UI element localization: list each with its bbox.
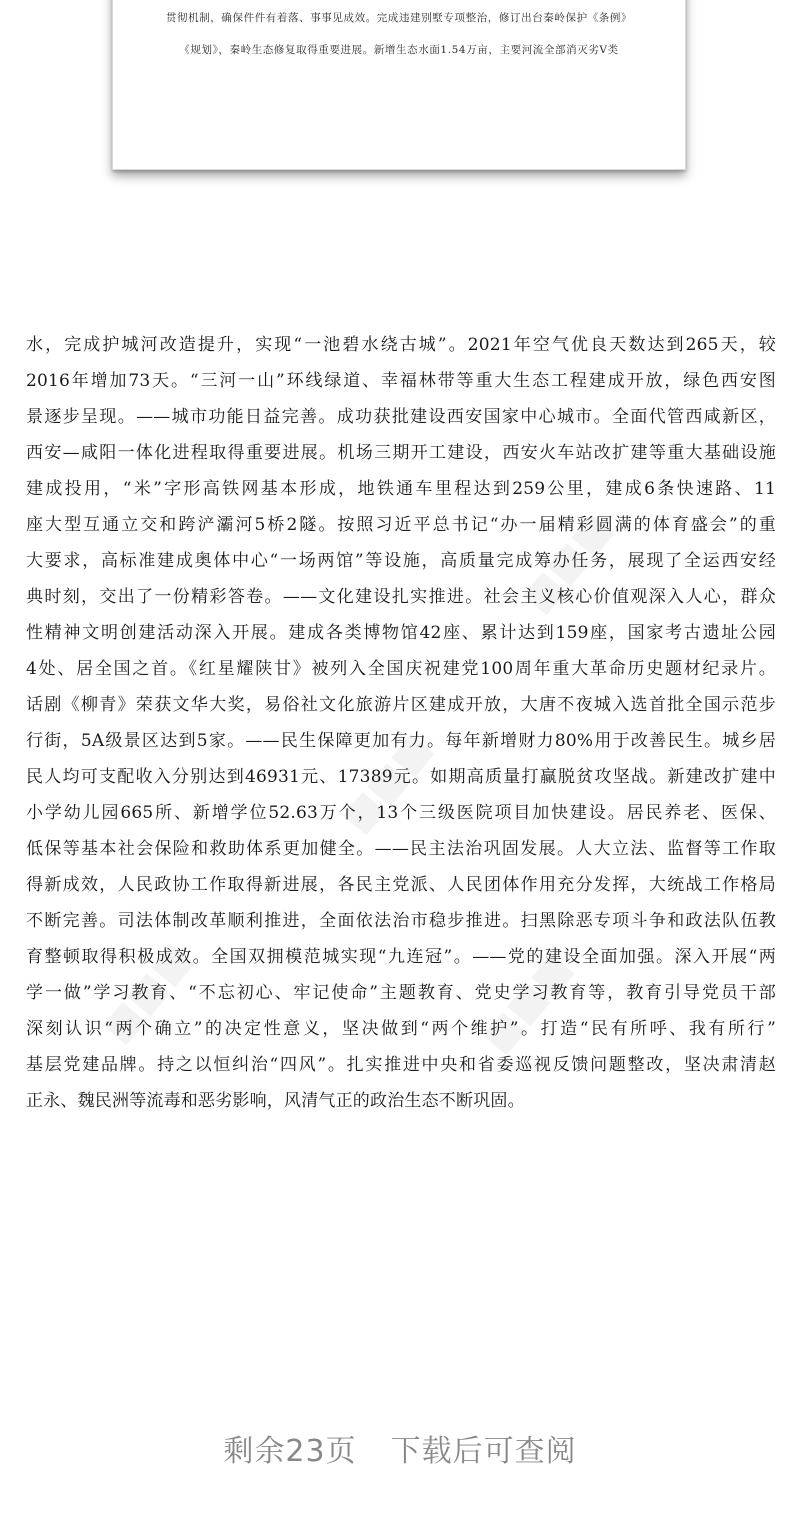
- paragraph-line: 水，完成护城河改造提升，实现“一池碧水绕古城”。2021年空气优良天数达到265天，较: [26, 335, 776, 355]
- paragraph-line: 民人均可支配收入分别达到46931元、17389元。如期高质量打赢脱贫攻坚战。新建改扩建中: [26, 767, 776, 787]
- document-preview-card: [112, 0, 686, 170]
- paragraph-line: 2016年增加73天。“三河一山”环线绿道、幸福林带等重大生态工程建成开放，绿色西安图: [26, 371, 776, 391]
- download-to-view-label: 下载后可查阅: [390, 1434, 577, 1469]
- paragraph-line: 得新成效，人民政协工作取得新进展，各民主党派、人民团体作用充分发挥，大统战工作格局: [26, 875, 776, 895]
- paragraph-line: 4处、居全国之首。《红星耀陕甘》被列入全国庆祝建党100周年重大革命历史题材纪录片。: [26, 659, 776, 679]
- remaining-pages-label: 剩余23页: [223, 1434, 357, 1469]
- paragraph-line: 座大型互通立交和跨浐灞河5桥2隧。按照习近平总书记“办一届精彩圆满的体育盛会”的重: [26, 515, 776, 535]
- document-body: [26, 327, 776, 1119]
- paragraph-line: 小学幼儿园665所、新增学位52.63万个，13个三级医院项目加快建设。居民养老、医保、: [26, 803, 776, 823]
- paragraph-line: 育整顿取得积极成效。全国双拥模范城实现“九连冠”。——党的建设全面加强。深入开展“两: [26, 947, 776, 967]
- paragraph-line: 行街，5A级景区达到5家。——民生保障更加有力。每年新增财力80%用于改善民生。城乡居: [26, 731, 776, 751]
- paragraph-line: 学一做”学习教育、“不忘初心、牢记使命”主题教育、党史学习教育等，教育引导党员干部: [26, 983, 776, 1003]
- paragraph-line: 深刻认识“两个确立”的决定性意义，坚决做到“两个维护”。打造“民有所呼、我有所行”: [26, 1019, 776, 1039]
- preview-line: 贯彻机制，确保件件有着落、事事见成效。完成违建别墅专项整治，修订出台秦岭保护《条例》: [165, 12, 633, 24]
- watermark: ■■■: [512, 504, 621, 622]
- paragraph-line: 正永、魏民洲等流毒和恶劣影响，风清气正的政治生态不断巩固。: [26, 1091, 525, 1111]
- watermark: ■■■: [472, 944, 581, 1062]
- paragraph-line: 典时刻，交出了一份精彩答卷。——文化建设扎实推进。社会主义核心价值观深入人心，群众: [26, 587, 776, 607]
- paragraph-line: 西安—咸阳一体化进程取得重要进展。机场三期开工建设，西安火车站改扩建等重大基础设施: [26, 443, 776, 463]
- paragraph-line: 不断完善。司法体制改革顺利推进，全面依法治市稳步推进。扫黑除恶专项斗争和政法队伍教: [26, 911, 776, 931]
- watermark: ■■■: [92, 934, 201, 1052]
- preview-line: 《规划》，秦岭生态修复取得重要进展。新增生态水面1.54万亩，主要河流全部消灭劣Ⅴ类: [179, 44, 619, 56]
- paragraph-line: 话剧《柳青》荣获文华大奖，易俗社文化旅游片区建成开放，大唐不夜城入选首批全国示范步: [26, 695, 776, 715]
- paragraph-line: 景逐步呈现。——城市功能日益完善。成功获批建设西安国家中心城市。全面代管西咸新区，: [26, 407, 776, 427]
- watermark: ■■■: [332, 724, 441, 842]
- paragraph-line: 建成投用，“米”字形高铁网基本形成，地铁通车里程达到259公里，建成6条快速路、11: [26, 479, 776, 499]
- download-prompt[interactable]: [0, 1426, 800, 1470]
- paragraph-line: 大要求，高标准建成奥体中心“一场两馆”等设施，高质量完成筹办任务，展现了全运西安经: [26, 551, 776, 571]
- paragraph-line: 性精神文明创建活动深入开展。建成各类博物馆42座、累计达到159座，国家考古遗址公园: [26, 623, 776, 643]
- paragraph-line: 基层党建品牌。持之以恒纠治“四风”。扎实推进中央和省委巡视反馈问题整改，坚决肃清赵: [26, 1055, 776, 1075]
- paragraph-line: 低保等基本社会保险和救助体系更加健全。——民主法治巩固发展。人大立法、监督等工作取: [26, 839, 776, 859]
